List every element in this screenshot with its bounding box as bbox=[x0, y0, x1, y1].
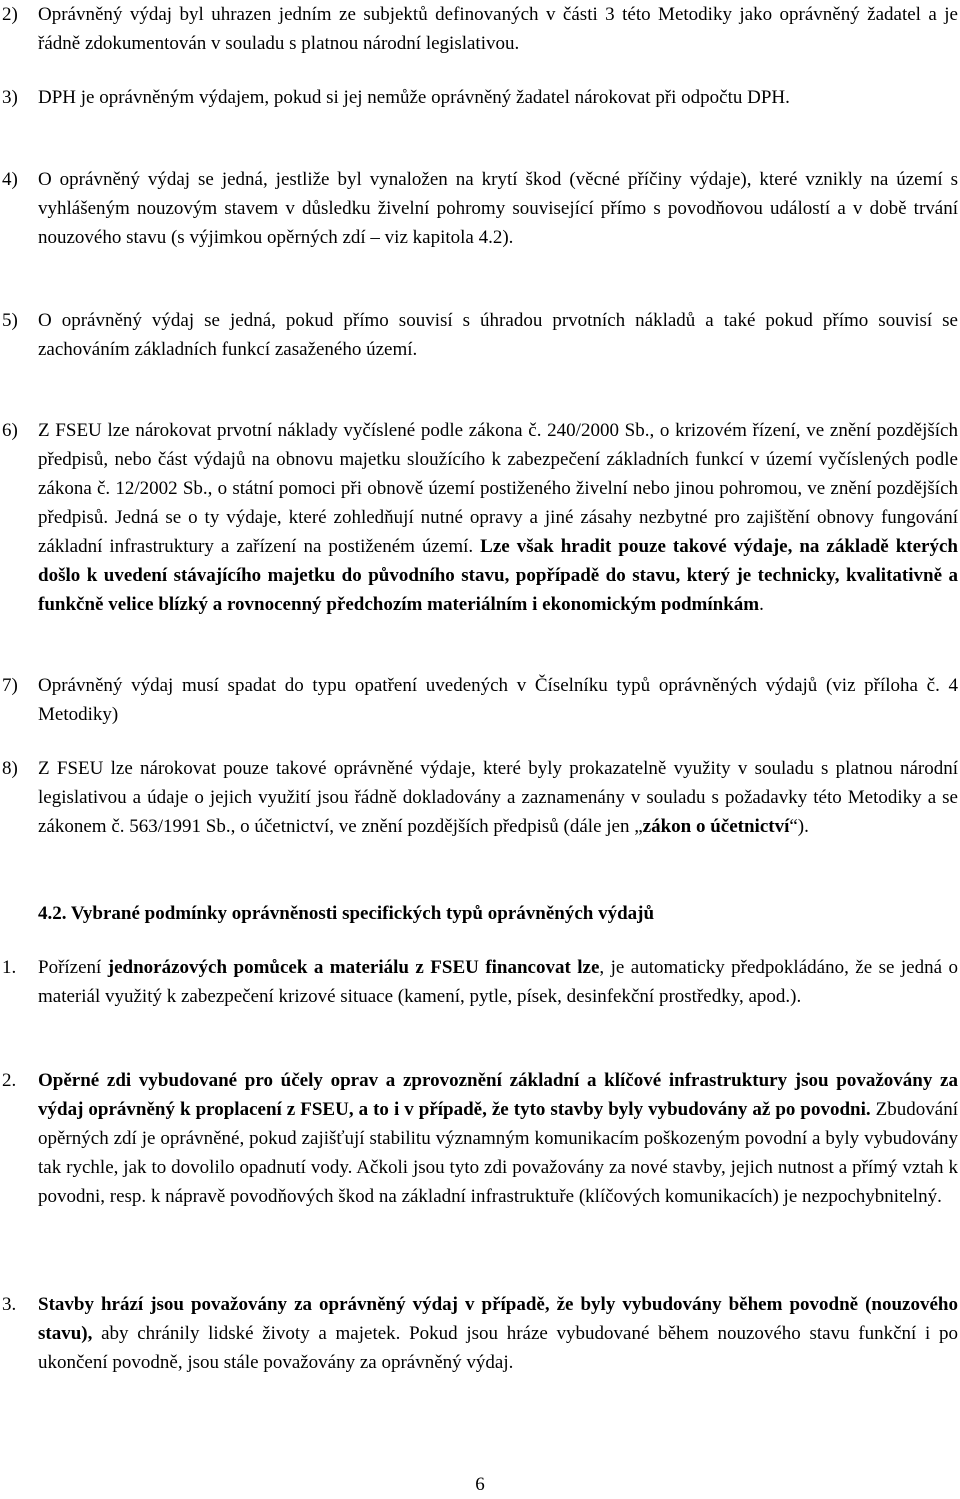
list-item bbox=[0, 671, 960, 729]
list-item bbox=[0, 165, 960, 252]
item-number: 6) bbox=[2, 420, 18, 441]
item-text: O oprávněný výdaj se jedná, jestliže byl vynaložen na krytí škod (věcné příčiny výdaje), které vznikly na území s vyhlášeným nouzovým stavem v důsledku živelní pohromy související přímo s povodňovou událostí a v době trvání nouzového stavu (s výjimkou opěrných zdí – viz kapitola 4.2). bbox=[38, 169, 958, 248]
page-number: 6 bbox=[475, 1474, 485, 1495]
section-heading: 4.2. Vybrané podmínky oprávněnosti specifických typů oprávněných výdajů bbox=[38, 903, 655, 924]
item-text: Z FSEU lze nárokovat prvotní náklady vyčíslené podle zákona č. 240/2000 Sb., o krizovém řízení, ve znění pozdějších předpisů, nebo část výdajů na obnovu majetku sloužícího k zabezpečení základních funkcí v území vyčíslených podle zákona č. 12/2002 Sb., o státní pomoci při obnově území postiženého živelní nebo jinou pohromou, ve znění pozdějších předpisů. Jedná se o ty výdaje, které zohledňují nutné opravy a jiné zásahy nezbytné pro zajištění obnovy fungování základní infrastruktury a zařízení na postiženém území. Lze však hradit pouze takové výdaje, na základě kterých došlo k uvedení stávajícího majetku do původního stavu, popřípadě do stavu, který je technicky, kvalitativně a funkčně velice blízký a rovnocenný předchozím materiálním i ekonomickým podmínkám. bbox=[38, 420, 958, 615]
item-number: 2) bbox=[2, 4, 18, 25]
item-number: 2. bbox=[2, 1070, 17, 1091]
item-text: Opěrné zdi vybudované pro účely oprav a zprovoznění základní a klíčové infrastruktury jsou považovány za výdaj oprávněný k proplacení z FSEU, a to i v případě, že tyto stavby byly vybudovány až po povodni. Zbudování opěrných zdí je oprávněné, pokud zajišťují stabilitu významným komunikacím poškozeným povodní a byly vybudovány tak rychle, jak to dovolilo opadnutí vody. Ačkoli jsou tyto zdi považovány za nové stavby, jejich nutnost a přímý vztah k povodni, resp. k nápravě povodňových škod na základní infrastruktuře (klíčových komunikacích) je nezpochybnitelný. bbox=[38, 1070, 958, 1207]
item-text: Pořízení jednorázových pomůcek a materiálu z FSEU financovat lze, je automaticky předpokládáno, že se jedná o materiál využitý k zabezpečení krizové situace (kamení, pytle, písek, desinfekční prostředky, apod.). bbox=[38, 957, 958, 1007]
list-item bbox=[0, 83, 960, 112]
item-number: 8) bbox=[2, 758, 18, 779]
item-text: Oprávněný výdaj byl uhrazen jedním ze subjektů definovaných v části 3 této Metodiky jako oprávněný žadatel a je řádně zdokumentován v souladu s platnou národní legislativou. bbox=[38, 4, 958, 54]
list-item bbox=[0, 306, 960, 364]
list-item bbox=[0, 1066, 960, 1211]
list-item bbox=[0, 953, 960, 1011]
list-item bbox=[0, 416, 960, 619]
item-number: 7) bbox=[2, 675, 18, 696]
list-item bbox=[0, 754, 960, 841]
item-text: Z FSEU lze nárokovat pouze takové oprávněné výdaje, které byly prokazatelně využity v souladu s platnou národní legislativou a údaje o jejich využití jsou řádně dokladovány a zaznamenány v souladu s požadavky této Metodiky a se zákonem č. 563/1991 Sb., o účetnictví, ve znění pozdějších předpisů (dále jen „zákon o účetnictví“). bbox=[38, 758, 958, 837]
item-number: 4) bbox=[2, 169, 18, 190]
item-number: 3) bbox=[2, 87, 18, 108]
item-number: 5) bbox=[2, 310, 18, 331]
item-text: O oprávněný výdaj se jedná, pokud přímo souvisí s úhradou prvotních nákladů a také pokud přímo souvisí se zachováním základních funkcí zasaženého území. bbox=[38, 310, 958, 360]
item-text: DPH je oprávněným výdajem, pokud si jej nemůže oprávněný žadatel nárokovat při odpočtu DPH. bbox=[38, 87, 790, 108]
item-number: 3. bbox=[2, 1294, 17, 1315]
list-item bbox=[0, 0, 960, 58]
item-text: Stavby hrází jsou považovány za oprávněný výdaj v případě, že byly vybudovány během povodně (nouzového stavu), aby chránily lidské životy a majetek. Pokud jsou hráze vybudované během nouzového stavu funkční i po ukončení povodně, jsou stále považovány za oprávněný výdaj. bbox=[38, 1294, 958, 1373]
item-text: Oprávněný výdaj musí spadat do typu opatření uvedených v Číselníku typů oprávněných výdajů (viz příloha č. 4 Metodiky) bbox=[38, 675, 958, 725]
item-number: 1. bbox=[2, 957, 17, 978]
list-item bbox=[0, 1290, 960, 1377]
